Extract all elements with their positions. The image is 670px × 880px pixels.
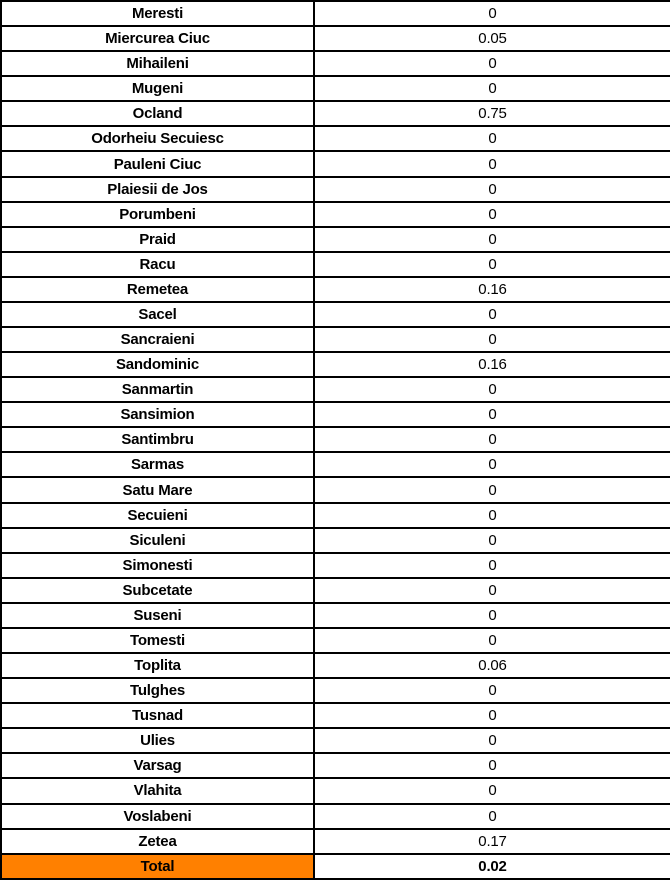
locality-value-cell: 0 bbox=[314, 252, 670, 277]
locality-value-cell: 0 bbox=[314, 427, 670, 452]
table-row bbox=[1, 202, 670, 227]
locality-name-cell: Siculeni bbox=[1, 528, 314, 553]
locality-name-cell: Santimbru bbox=[1, 427, 314, 452]
locality-value-cell: 0 bbox=[314, 151, 670, 176]
locality-value-cell: 0 bbox=[314, 177, 670, 202]
locality-name-cell: Sarmas bbox=[1, 452, 314, 477]
table-row bbox=[1, 578, 670, 603]
locality-name-cell: Plaiesii de Jos bbox=[1, 177, 314, 202]
table-row bbox=[1, 553, 670, 578]
locality-name-cell: Mihaileni bbox=[1, 51, 314, 76]
locality-value-cell: 0 bbox=[314, 703, 670, 728]
locality-value-cell: 0.16 bbox=[314, 352, 670, 377]
table-row bbox=[1, 477, 670, 502]
table-row bbox=[1, 151, 670, 176]
table-row bbox=[1, 51, 670, 76]
locality-name-cell: Sancraieni bbox=[1, 327, 314, 352]
locality-value-cell: 0 bbox=[314, 377, 670, 402]
locality-name-cell: Vlahita bbox=[1, 778, 314, 803]
table-row bbox=[1, 703, 670, 728]
locality-name-cell: Sanmartin bbox=[1, 377, 314, 402]
locality-value-cell: 0.16 bbox=[314, 277, 670, 302]
table-row bbox=[1, 628, 670, 653]
table-row bbox=[1, 678, 670, 703]
locality-name-cell: Suseni bbox=[1, 603, 314, 628]
locality-name-cell: Toplita bbox=[1, 653, 314, 678]
locality-value-cell: 0 bbox=[314, 578, 670, 603]
locality-name-cell: Tulghes bbox=[1, 678, 314, 703]
table-row bbox=[1, 352, 670, 377]
locality-name-cell: Subcetate bbox=[1, 578, 314, 603]
locality-name-cell: Sacel bbox=[1, 302, 314, 327]
locality-value-cell: 0 bbox=[314, 302, 670, 327]
locality-value-cell: 0 bbox=[314, 202, 670, 227]
table-row bbox=[1, 252, 670, 277]
locality-value-cell: 0.75 bbox=[314, 101, 670, 126]
locality-value-cell: 0 bbox=[314, 1, 670, 26]
locality-name-cell: Remetea bbox=[1, 277, 314, 302]
locality-value-cell: 0 bbox=[314, 553, 670, 578]
table-row bbox=[1, 126, 670, 151]
locality-name-cell: Mugeni bbox=[1, 76, 314, 101]
table-row bbox=[1, 101, 670, 126]
locality-name-cell: Zetea bbox=[1, 829, 314, 854]
table-row bbox=[1, 1, 670, 26]
table-row bbox=[1, 227, 670, 252]
table-row bbox=[1, 653, 670, 678]
locality-value-cell: 0 bbox=[314, 327, 670, 352]
locality-name-cell: Voslabeni bbox=[1, 804, 314, 829]
locality-name-cell: Racu bbox=[1, 252, 314, 277]
table-row bbox=[1, 452, 670, 477]
table-row bbox=[1, 829, 670, 854]
locality-name-cell: Secuieni bbox=[1, 503, 314, 528]
table-row bbox=[1, 804, 670, 829]
table-row bbox=[1, 76, 670, 101]
locality-value-cell: 0 bbox=[314, 227, 670, 252]
locality-value-cell: 0 bbox=[314, 778, 670, 803]
locality-value-cell: 0 bbox=[314, 503, 670, 528]
locality-value-cell: 0 bbox=[314, 126, 670, 151]
table-row bbox=[1, 402, 670, 427]
locality-value-cell: 0.06 bbox=[314, 653, 670, 678]
locality-value-cell: 0 bbox=[314, 728, 670, 753]
table-row bbox=[1, 377, 670, 402]
locality-name-cell: Pauleni Ciuc bbox=[1, 151, 314, 176]
locality-value-cell: 0 bbox=[314, 402, 670, 427]
locality-value-cell: 0 bbox=[314, 528, 670, 553]
table-row bbox=[1, 603, 670, 628]
locality-name-cell: Simonesti bbox=[1, 553, 314, 578]
locality-name-cell: Porumbeni bbox=[1, 202, 314, 227]
locality-name-cell: Ulies bbox=[1, 728, 314, 753]
table-body bbox=[1, 1, 670, 879]
table-row bbox=[1, 753, 670, 778]
table-row bbox=[1, 503, 670, 528]
locality-name-cell: Tusnad bbox=[1, 703, 314, 728]
table-row bbox=[1, 302, 670, 327]
locality-name-cell: Praid bbox=[1, 227, 314, 252]
total-label-cell: Total bbox=[1, 854, 314, 879]
table-row bbox=[1, 26, 670, 51]
total-value-cell: 0.02 bbox=[314, 854, 670, 879]
table-row bbox=[1, 728, 670, 753]
table-row bbox=[1, 277, 670, 302]
locality-value-cell: 0 bbox=[314, 628, 670, 653]
locality-name-cell: Satu Mare bbox=[1, 477, 314, 502]
locality-value-cell: 0.17 bbox=[314, 829, 670, 854]
locality-value-cell: 0 bbox=[314, 678, 670, 703]
locality-name-cell: Sandominic bbox=[1, 352, 314, 377]
locality-value-cell: 0 bbox=[314, 76, 670, 101]
table-row bbox=[1, 427, 670, 452]
locality-value-cell: 0 bbox=[314, 452, 670, 477]
locality-value-cell: 0 bbox=[314, 477, 670, 502]
locality-name-cell: Ocland bbox=[1, 101, 314, 126]
table-row bbox=[1, 177, 670, 202]
table-row bbox=[1, 528, 670, 553]
locality-name-cell: Varsag bbox=[1, 753, 314, 778]
locality-name-cell: Odorheiu Secuiesc bbox=[1, 126, 314, 151]
locality-name-cell: Miercurea Ciuc bbox=[1, 26, 314, 51]
locality-name-cell: Tomesti bbox=[1, 628, 314, 653]
locality-value-cell: 0 bbox=[314, 753, 670, 778]
locality-name-cell: Sansimion bbox=[1, 402, 314, 427]
table-row bbox=[1, 327, 670, 352]
locality-value-cell: 0 bbox=[314, 51, 670, 76]
total-row bbox=[1, 854, 670, 879]
locality-value-cell: 0 bbox=[314, 804, 670, 829]
locality-value-cell: 0.05 bbox=[314, 26, 670, 51]
locality-name-cell: Meresti bbox=[1, 1, 314, 26]
locality-value-cell: 0 bbox=[314, 603, 670, 628]
table-row bbox=[1, 778, 670, 803]
